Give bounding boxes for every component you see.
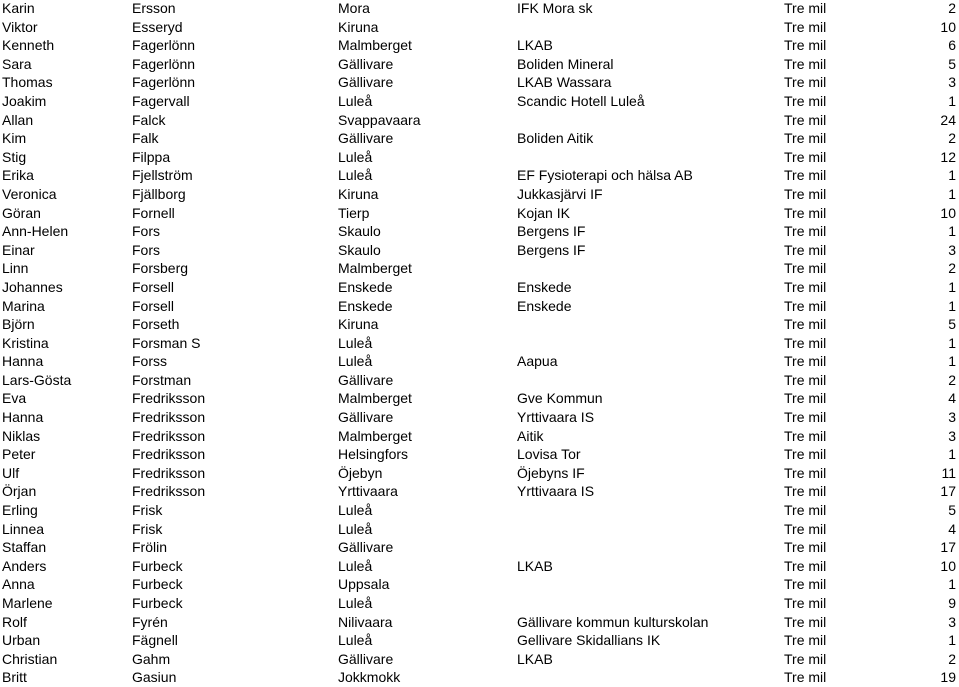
first-name: Hanna <box>2 409 44 426</box>
town: Jokkmokk <box>338 669 401 686</box>
town: Luleå <box>338 632 373 649</box>
race-distance: Tre mil <box>784 130 827 147</box>
club: Gellivare Skidallians IK <box>517 632 661 649</box>
race-count: 1 <box>948 353 956 370</box>
list-item <box>0 222 959 241</box>
first-name: Göran <box>2 204 41 221</box>
club: LKAB <box>517 557 553 574</box>
last-name: Forsman S <box>132 334 201 351</box>
first-name: Thomas <box>2 74 53 91</box>
last-name: Fjellström <box>132 167 193 184</box>
race-count: 1 <box>948 185 956 202</box>
list-item <box>0 278 959 297</box>
first-name: Linn <box>2 260 29 277</box>
town: Luleå <box>338 167 373 184</box>
club: Bergens IF <box>517 241 586 258</box>
first-name: Rolf <box>2 613 27 630</box>
race-count: 1 <box>948 446 956 463</box>
race-distance: Tre mil <box>784 316 827 333</box>
first-name: Eva <box>2 390 27 407</box>
town: Helsingfors <box>338 446 409 463</box>
town: Malmberget <box>338 37 412 54</box>
first-name: Sara <box>2 55 32 72</box>
race-distance: Tre mil <box>784 539 827 556</box>
town: Gällivare <box>338 130 394 147</box>
list-item <box>0 427 959 446</box>
first-name: Kristina <box>2 334 49 351</box>
town: Kiruna <box>338 185 379 202</box>
town: Enskede <box>338 278 393 295</box>
list-item <box>0 259 959 278</box>
last-name: Fagerlönn <box>132 55 196 72</box>
last-name: Fornell <box>132 204 175 221</box>
first-name: Anna <box>2 576 35 593</box>
race-distance: Tre mil <box>784 241 827 258</box>
list-item <box>0 538 959 557</box>
race-count: 12 <box>940 148 956 165</box>
race-distance: Tre mil <box>784 632 827 649</box>
club: Aapua <box>517 353 558 370</box>
first-name: Kim <box>2 130 27 147</box>
last-name: Furbeck <box>132 576 183 593</box>
list-item <box>0 482 959 501</box>
race-count: 19 <box>940 669 956 686</box>
last-name: Forstman <box>132 371 192 388</box>
race-count: 1 <box>948 167 956 184</box>
list-item <box>0 204 959 223</box>
last-name: Fors <box>132 241 160 258</box>
town: Yrttivaara <box>338 483 398 500</box>
list-item <box>0 129 959 148</box>
first-name: Staffan <box>2 539 47 556</box>
list-item <box>0 371 959 390</box>
club: Gve Kommun <box>517 390 603 407</box>
race-count: 3 <box>948 241 956 258</box>
last-name: Fredriksson <box>132 483 206 500</box>
last-name: Fagerlönn <box>132 74 196 91</box>
town: Luleå <box>338 353 373 370</box>
list-item <box>0 0 959 18</box>
race-count: 10 <box>940 204 956 221</box>
first-name: Allan <box>2 111 34 128</box>
list-item <box>0 18 959 37</box>
race-count: 1 <box>948 223 956 240</box>
club: Boliden Mineral <box>517 55 614 72</box>
race-distance: Tre mil <box>784 334 827 351</box>
last-name: Forsell <box>132 297 175 314</box>
race-count: 24 <box>940 111 956 128</box>
club: Scandic Hotell Luleå <box>517 92 645 109</box>
race-distance: Tre mil <box>784 37 827 54</box>
town: Tierp <box>338 204 370 221</box>
town: Luleå <box>338 334 373 351</box>
list-item <box>0 631 959 650</box>
last-name: Fors <box>132 223 160 240</box>
race-distance: Tre mil <box>784 0 827 16</box>
race-distance: Tre mil <box>784 353 827 370</box>
last-name: Forseth <box>132 316 180 333</box>
town: Luleå <box>338 148 373 165</box>
club: LKAB <box>517 37 553 54</box>
club: LKAB <box>517 650 553 667</box>
list-item <box>0 148 959 167</box>
list-item <box>0 73 959 92</box>
race-count: 3 <box>948 613 956 630</box>
list-item <box>0 557 959 576</box>
race-distance: Tre mil <box>784 55 827 72</box>
race-distance: Tre mil <box>784 92 827 109</box>
last-name: Fagerlönn <box>132 37 196 54</box>
last-name: Fredriksson <box>132 427 206 444</box>
town: Luleå <box>338 520 373 537</box>
town: Uppsala <box>338 576 390 593</box>
first-name: Björn <box>2 316 35 333</box>
town: Malmberget <box>338 260 412 277</box>
race-distance: Tre mil <box>784 669 827 686</box>
first-name: Marina <box>2 297 45 314</box>
list-item <box>0 315 959 334</box>
race-distance: Tre mil <box>784 74 827 91</box>
race-count: 1 <box>948 278 956 295</box>
race-distance: Tre mil <box>784 502 827 519</box>
first-name: Hanna <box>2 353 44 370</box>
last-name: Forsberg <box>132 260 189 277</box>
race-count: 10 <box>940 18 956 35</box>
first-name: Anders <box>2 557 47 574</box>
town: Mora <box>338 0 370 16</box>
race-distance: Tre mil <box>784 427 827 444</box>
list-item <box>0 650 959 669</box>
last-name: Frisk <box>132 520 163 537</box>
town: Malmberget <box>338 390 412 407</box>
club: Gällivare kommun kulturskolan <box>517 613 709 630</box>
first-name: Britt <box>2 669 27 686</box>
first-name: Joakim <box>2 92 47 109</box>
first-name: Einar <box>2 241 35 258</box>
town: Öjebyn <box>338 464 383 481</box>
list-item <box>0 594 959 613</box>
club: Enskede <box>517 278 572 295</box>
race-distance: Tre mil <box>784 464 827 481</box>
list-item <box>0 445 959 464</box>
list-item <box>0 389 959 408</box>
race-distance: Tre mil <box>784 371 827 388</box>
race-distance: Tre mil <box>784 148 827 165</box>
last-name: Gahm <box>132 650 171 667</box>
town: Enskede <box>338 297 393 314</box>
race-distance: Tre mil <box>784 650 827 667</box>
town: Gällivare <box>338 650 394 667</box>
race-distance: Tre mil <box>784 409 827 426</box>
race-count: 4 <box>948 390 956 407</box>
last-name: Filppa <box>132 148 171 165</box>
race-distance: Tre mil <box>784 483 827 500</box>
race-distance: Tre mil <box>784 18 827 35</box>
town: Luleå <box>338 502 373 519</box>
list-item <box>0 92 959 111</box>
race-distance: Tre mil <box>784 185 827 202</box>
race-distance: Tre mil <box>784 111 827 128</box>
last-name: Fägnell <box>132 632 178 649</box>
first-name: Lars-Gösta <box>2 371 72 388</box>
list-item <box>0 668 959 687</box>
race-count: 2 <box>948 0 956 16</box>
first-name: Erika <box>2 167 34 184</box>
race-count: 10 <box>940 557 956 574</box>
race-distance: Tre mil <box>784 260 827 277</box>
race-count: 5 <box>948 502 956 519</box>
first-name: Linnea <box>2 520 45 537</box>
last-name: Fagervall <box>132 92 190 109</box>
list-item <box>0 166 959 185</box>
town: Gällivare <box>338 409 394 426</box>
first-name: Ulf <box>2 464 20 481</box>
last-name: Fredriksson <box>132 390 206 407</box>
race-distance: Tre mil <box>784 520 827 537</box>
club: Bergens IF <box>517 223 586 240</box>
list-item <box>0 111 959 130</box>
last-name: Frisk <box>132 502 163 519</box>
first-name: Erling <box>2 502 38 519</box>
race-count: 5 <box>948 316 956 333</box>
first-name: Stig <box>2 148 27 165</box>
race-distance: Tre mil <box>784 595 827 611</box>
first-name: Karin <box>2 0 35 16</box>
race-count: 1 <box>948 576 956 593</box>
last-name: Ersson <box>132 0 176 16</box>
list-item <box>0 241 959 260</box>
first-name: Niklas <box>2 427 41 444</box>
list-item <box>0 334 959 353</box>
town: Skaulo <box>338 241 381 258</box>
last-name: Forsell <box>132 278 175 295</box>
last-name: Esseryd <box>132 18 183 35</box>
last-name: Fyrén <box>132 613 168 630</box>
town: Gällivare <box>338 539 394 556</box>
race-count: 1 <box>948 92 956 109</box>
first-name: Veronica <box>2 185 57 202</box>
race-count: 3 <box>948 74 956 91</box>
last-name: Fredriksson <box>132 464 206 481</box>
list-item <box>0 464 959 483</box>
list-item <box>0 185 959 204</box>
club: Yrttivaara IS <box>517 409 595 426</box>
race-count: 2 <box>948 130 956 147</box>
last-name: Falck <box>132 111 166 128</box>
list-item <box>0 501 959 520</box>
race-count: 11 <box>941 464 956 481</box>
race-distance: Tre mil <box>784 278 827 295</box>
first-name: Christian <box>2 650 58 667</box>
first-name: Peter <box>2 446 36 463</box>
last-name: Forss <box>132 353 167 370</box>
last-name: Fredriksson <box>132 446 206 463</box>
first-name: Marlene <box>2 595 53 611</box>
race-distance: Tre mil <box>784 223 827 240</box>
club: Boliden Aitik <box>517 130 594 147</box>
race-distance: Tre mil <box>784 167 827 184</box>
town: Gällivare <box>338 55 394 72</box>
club: Aitik <box>517 427 544 444</box>
race-count: 4 <box>948 520 956 537</box>
first-name: Ann-Helen <box>2 223 69 240</box>
race-distance: Tre mil <box>784 446 827 463</box>
town: Luleå <box>338 595 373 611</box>
town: Gällivare <box>338 371 394 388</box>
race-count: 17 <box>940 483 956 500</box>
club: IFK Mora sk <box>517 0 593 16</box>
race-count: 1 <box>948 297 956 314</box>
club: Jukkasjärvi IF <box>517 185 603 202</box>
race-distance: Tre mil <box>784 576 827 593</box>
race-distance: Tre mil <box>784 557 827 574</box>
town: Luleå <box>338 92 373 109</box>
last-name: Falk <box>132 130 159 147</box>
race-distance: Tre mil <box>784 613 827 630</box>
last-name: Furbeck <box>132 595 183 611</box>
list-item <box>0 613 959 632</box>
first-name: Örjan <box>2 483 37 500</box>
town: Gällivare <box>338 74 394 91</box>
last-name: Furbeck <box>132 557 183 574</box>
race-distance: Tre mil <box>784 390 827 407</box>
race-count: 1 <box>948 334 956 351</box>
town: Malmberget <box>338 427 412 444</box>
race-distance: Tre mil <box>784 297 827 314</box>
race-count: 2 <box>948 650 956 667</box>
race-count: 6 <box>948 37 956 54</box>
race-count: 2 <box>948 371 956 388</box>
last-name: Fjällborg <box>132 185 186 202</box>
club: Lovisa Tor <box>517 446 581 463</box>
list-item <box>0 520 959 539</box>
list-item <box>0 55 959 74</box>
race-distance: Tre mil <box>784 204 827 221</box>
club: Yrttivaara IS <box>517 483 595 500</box>
town: Luleå <box>338 557 373 574</box>
list-item <box>0 408 959 427</box>
town: Skaulo <box>338 223 381 240</box>
club: Kojan IK <box>517 204 570 221</box>
first-name: Kenneth <box>2 37 55 54</box>
list-item <box>0 352 959 371</box>
town: Svappavaara <box>338 111 421 128</box>
list-item <box>0 575 959 594</box>
town: Kiruna <box>338 316 379 333</box>
race-count: 3 <box>948 427 956 444</box>
first-name: Urban <box>2 632 41 649</box>
race-count: 3 <box>948 409 956 426</box>
race-count: 1 <box>948 632 956 649</box>
club: Enskede <box>517 297 572 314</box>
last-name: Frölin <box>132 539 168 556</box>
club: Öjebyns IF <box>517 464 585 481</box>
last-name: Fredriksson <box>132 409 206 426</box>
first-name: Viktor <box>2 18 38 35</box>
list-item <box>0 36 959 55</box>
race-count: 17 <box>940 539 956 556</box>
town: Nilivaara <box>338 613 393 630</box>
first-name: Johannes <box>2 278 63 295</box>
town: Kiruna <box>338 18 379 35</box>
race-count: 5 <box>948 55 956 72</box>
last-name: Gasiun <box>132 669 177 686</box>
list-item <box>0 297 959 316</box>
race-count: 9 <box>948 595 956 611</box>
club: EF Fysioterapi och hälsa AB <box>517 167 693 184</box>
race-count: 2 <box>948 260 956 277</box>
club: LKAB Wassara <box>517 74 612 91</box>
